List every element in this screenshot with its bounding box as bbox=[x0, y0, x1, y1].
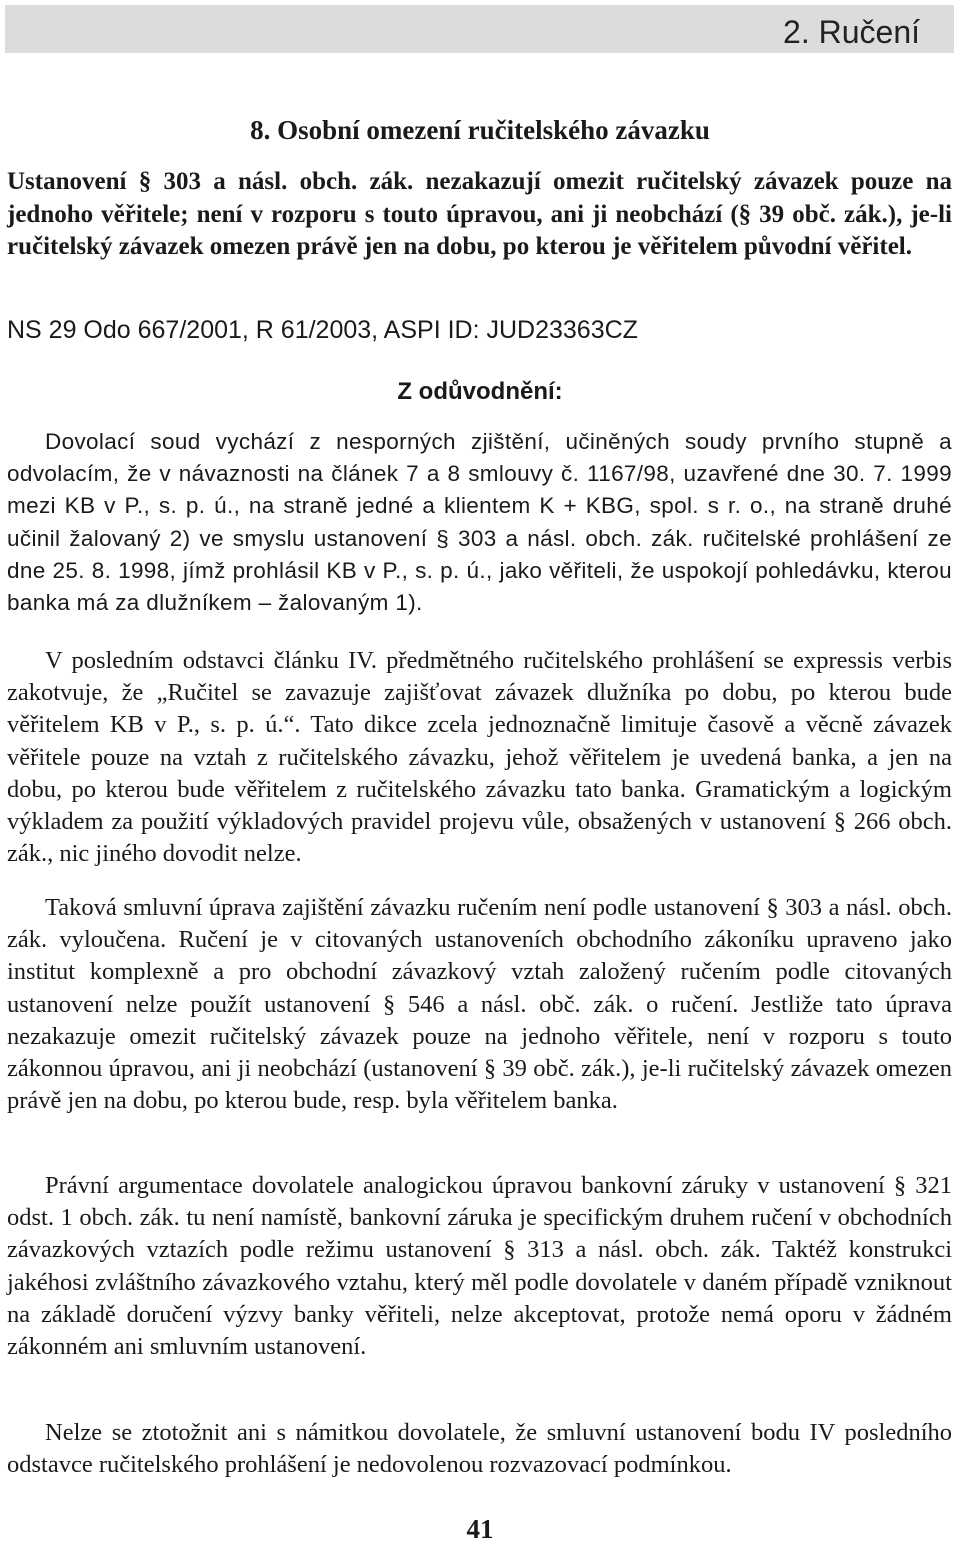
body-paragraph: Dovolací soud vychází z nesporných zjištění, učiněných soudy prvního stupně a odvolacím, že v návaznosti na článek 7 a 8 smlouvy č. 1167/98, uzavřené dne 30. 7. 1999 mezi KB v P., s. p. ú., na straně jedné a klientem K + KBG, spol. s r. o., na straně druhé učinil žalovaný 2) ve smyslu ustanovení § 303 a násl. obch. zák. ručitelské prohlášení ze dne 25. 8. 1998, jímž prohlásil KB v P., s. p. ú., jako věřiteli, že uspokojí pohledávku, kterou banka má za dlužníkem – žalovaným 1). bbox=[7, 429, 952, 616]
body-paragraph: Nelze se ztotožnit ani s námitkou dovolatele, že smluvní ustanovení bodu IV posledního odstavce ručitelského prohlášení je nedovolenou rozvazovací podmínkou. bbox=[7, 1419, 952, 1479]
body-paragraph: V posledním odstavci článku IV. předmětného ručitelského prohlášení se expressis verbis zakotvuje, že „Ručitel se zavazuje zajišťovat závazek dlužníka po dobu, po kterou bude věřitelem KB v P., s. p. ú.“. Tato dikce zcela jednoznačně limituje časově a věcně závazek věřitele pouze na vztah z ručitelského závazku, jehož věřitelem je uvedená banka, a jen na dobu, po kterou bude věřitelem z ručitelského závazku tato banka. Gramatickým a logickým výkladem za použití výkladových pravidel projevu vůle, obsažených v ustanovení § 266 obch. zák., nic jiného dovodit nelze. bbox=[7, 647, 952, 868]
chapter-header-bar bbox=[5, 5, 954, 53]
section-title: 8. Osobní omezení ručitelského závazku bbox=[250, 115, 710, 145]
page-number: 41 bbox=[466, 1514, 494, 1544]
legal-headnote: Ustanovení § 303 a násl. obch. zák. nezakazují omezit ručitelský závazek pouze na jednoho věřitele; není v rozporu s touto úpravou, ani ji neobchází (§ 39 obč. zák.), je-li ručitelský závazek omezen právě jen na dobu, po kterou je věřitelem původní věřitel. bbox=[7, 168, 952, 260]
body-paragraph: Taková smluvní úprava zajištění závazku ručením není podle ustanovení § 303 a násl. obch. zák. vyloučena. Ručení je v citovaných ustanoveních obchodního zákoníku upraveno jako institut komplexně a pro obchodní závazkový vztah založený ručením podle citovaných ustanovení nelze použít ustanovení § 546 a násl. obč. zák. o ručení. Jestliže tato úprava nezakazuje omezit ručitelský závazek pouze na jednoho věřitele, není v rozporu s touto zákonnou úpravou, ani ji neobchází (ustanovení § 39 obč. zák.), je-li ručitelský závazek omezen právě jen na dobu, po kterou bude, resp. byla věřitelem banka. bbox=[7, 894, 952, 1115]
body-paragraph: Právní argumentace dovolatele analogickou úpravou bankovní záruky v ustanovení § 321 odst. 1 obch. zák. tu není namístě, bankovní záruka je specifickým druhem ručení v obchodních závazkových vztazích podle režimu ustanovení § 313 a násl. obch. zák. Taktéž konstrukci jakéhosi zvláštního závazkového vztahu, který měl podle dovolatele v daném případě vzniknout na základě doručení výzvy banky věřiteli, nelze akceptovat, protože nemá oporu v žádném zákonném ani smluvním ustanovení. bbox=[7, 1172, 952, 1361]
case-citation: NS 29 Odo 667/2001, R 61/2003, ASPI ID: JUD23363CZ bbox=[7, 316, 638, 344]
chapter-title: 2. Ručení bbox=[783, 14, 920, 50]
reasoning-heading: Z odůvodnění: bbox=[397, 378, 563, 405]
